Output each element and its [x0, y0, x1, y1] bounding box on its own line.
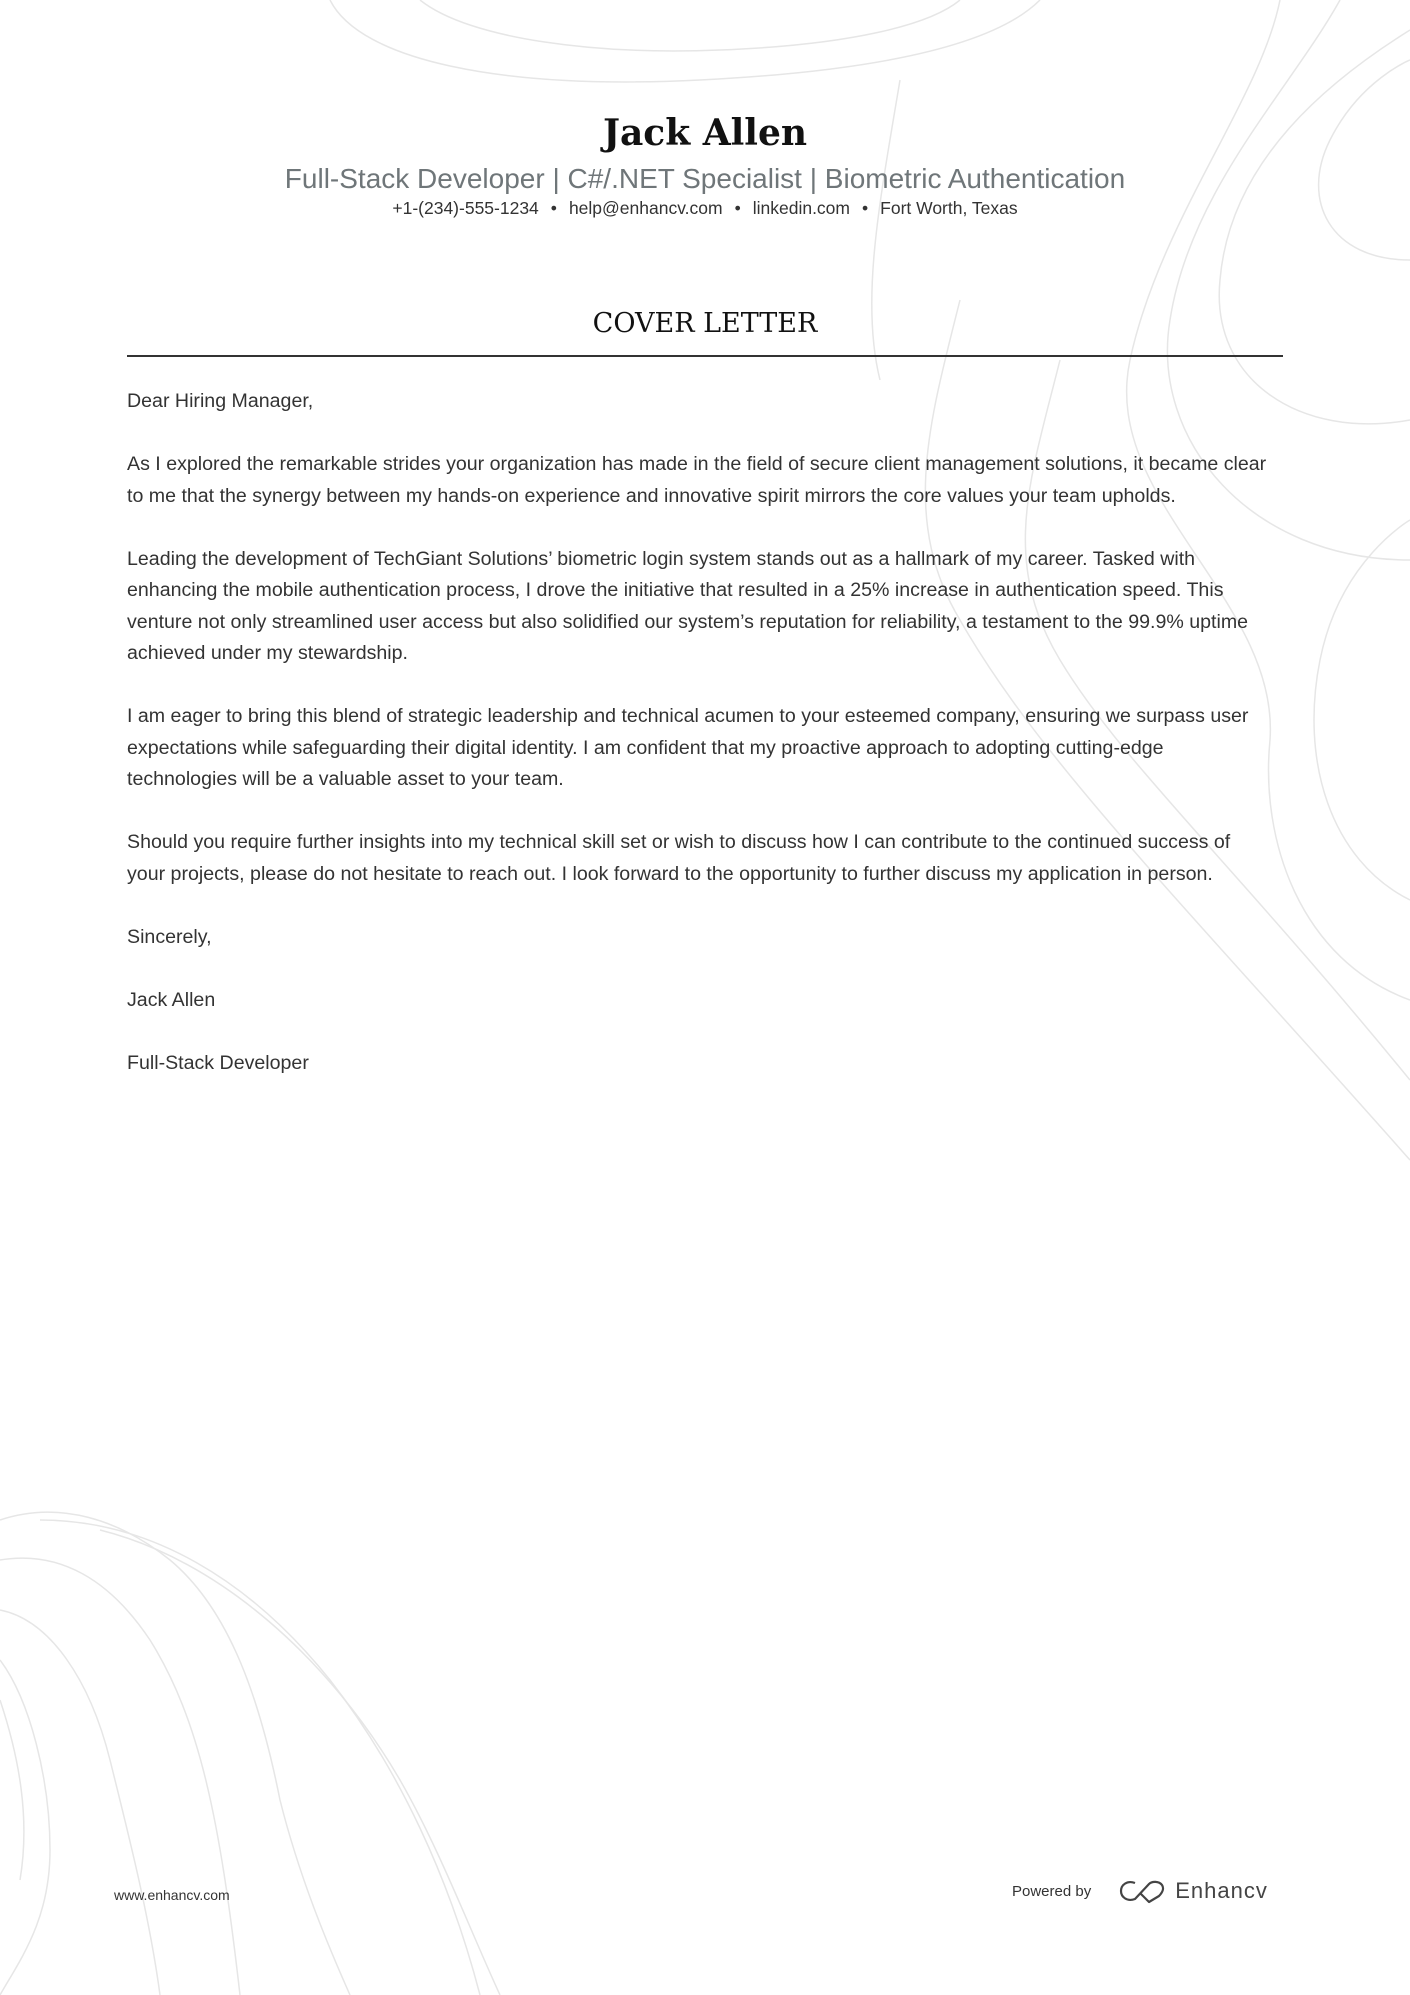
brand-name: Enhancv: [1175, 1878, 1268, 1903]
section-heading: COVER LETTER: [592, 308, 818, 339]
applicant-name: Jack Allen: [602, 112, 808, 154]
signature-name: Jack Allen: [127, 988, 216, 1011]
contact-line: [0, 198, 1410, 219]
heading-divider: [127, 355, 1283, 357]
paragraph: Should you require further insights into my technical skill set or wish to discuss how I can contribute to the continued success of your projects, please do not hesitate to reach out. I look forward to the opportunity to further discuss my application in person.: [127, 831, 1231, 885]
salutation: Dear Hiring Manager,: [127, 390, 314, 412]
footer-website[interactable]: www.enhancv.com: [114, 1887, 230, 1903]
phone: +1-(234)-555-1234: [392, 198, 539, 218]
paragraph: Leading the development of TechGiant Solutions’ biometric login system stands out as a hallmark of my career. Tasked with enhancing the mobile authentication process, I drove the initiative that resulted in a 25% increase in authentication speed. This venture not only streamlined user access but also solidified our system’s reputation for reliability, a testament to the 99.9% uptime achieved under my stewardship.: [127, 547, 1249, 664]
location: Fort Worth, Texas: [880, 198, 1018, 218]
enhancv-logo[interactable]: [1119, 1878, 1268, 1904]
email[interactable]: help@enhancv.com: [568, 198, 723, 218]
applicant-title: Full-Stack Developer | C#/.NET Specialist | Biometric Authentication: [284, 163, 1126, 194]
signature-title: Full-Stack Developer: [127, 1051, 309, 1074]
powered-by: [1012, 1878, 1268, 1904]
letter-body: [127, 386, 1267, 1111]
powered-by-label: Powered by: [1012, 1882, 1092, 1900]
separator-dot: •: [550, 198, 557, 218]
separator-dot: •: [862, 198, 869, 218]
paragraph: As I explored the remarkable strides your organization has made in the field of secure client management solutions, it became clear to me that the synergy between my hands-on experience and innovative spirit mirrors the core values your team upholds.: [127, 453, 1267, 507]
closing: Sincerely,: [127, 925, 212, 948]
linkedin[interactable]: linkedin.com: [752, 198, 850, 218]
separator-dot: •: [734, 198, 741, 218]
paragraph: I am eager to bring this blend of strategic leadership and technical acumen to your esteemed company, ensuring we surpass user expectations while safeguarding their digital identity. I am confident that my proactive approach to adopting cutting-edge technologies will be a valuable asset to your team.: [127, 705, 1249, 790]
enhancv-logo-icon: [1119, 1878, 1165, 1904]
